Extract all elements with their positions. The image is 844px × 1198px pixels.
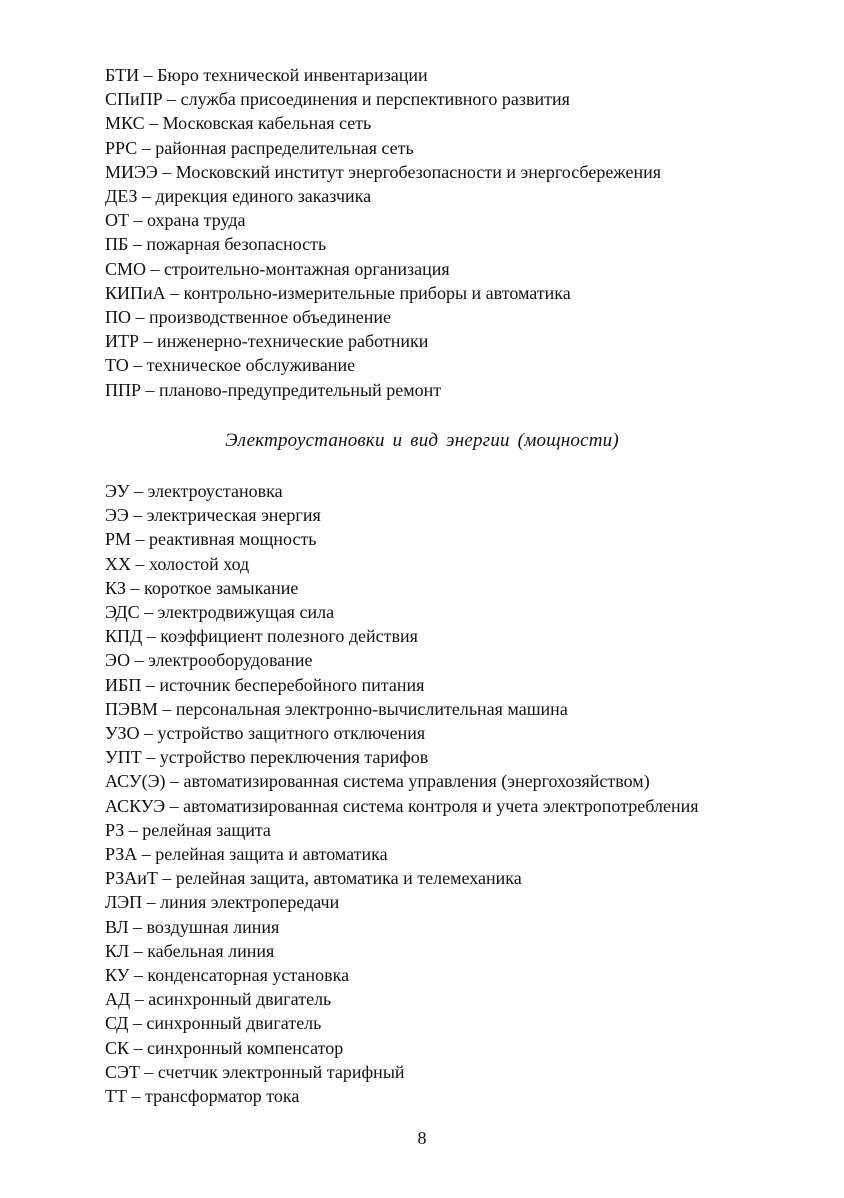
list-item: ППР – планово-предупредительный ремонт [105,379,442,400]
list-item: ЛЭП – линия электропередачи [105,892,340,913]
abbreviation-list-electrical [105,479,699,1108]
list-item: ОТ – охрана труда [105,210,246,231]
list-item: ЭО – электрооборудование [105,650,313,671]
list-item: АСУ(Э) – автоматизированная система управления (энергохозяйством) [105,771,650,792]
list-item: РРС – районная распределительная сеть [105,137,414,158]
list-item: КУ – конденсаторная установка [105,965,350,986]
list-item: КЗ – короткое замыкание [105,577,299,598]
list-item: ЭЭ – электрическая энергия [105,505,321,526]
list-item: РЗА – релейная защита и автоматика [105,844,388,865]
list-item: СК – синхронный компенсатор [105,1037,344,1058]
list-item: ЭДС – электродвижущая сила [105,602,335,623]
list-item: УЗО – устройство защитного отключения [105,723,426,744]
list-item: МИЭЭ – Московский институт энергобезопасности и энергосбережения [105,161,662,182]
list-item: АД – асинхронный двигатель [105,989,332,1010]
list-item: СПиПР – служба присоединения и перспективного развития [105,89,570,110]
list-item: ЭУ – электроустановка [105,481,283,501]
list-item: РЗАиТ – релейная защита, автоматика и телемеханика [105,868,522,889]
list-item: СЭТ – счетчик электронный тарифный [105,1061,405,1082]
list-item: РЗ – релейная защита [105,819,271,840]
list-item: ВЛ – воздушная линия [105,916,280,937]
list-item: СД – синхронный двигатель [105,1013,322,1034]
list-item: ПЭВМ – персональная электронно-вычислительная машина [105,698,568,719]
list-item: РМ – реактивная мощность [105,529,317,550]
list-item: ПО – производственное объединение [105,307,392,328]
list-item: ХХ – холостой ход [105,553,250,574]
abbreviation-list-organizations [105,63,661,402]
list-item: СМО – строительно-монтажная организация [105,258,450,279]
list-item: ИТР – инженерно-технические работники [105,331,429,352]
list-item: ИБП – источник бесперебойного питания [105,674,425,695]
list-item: КПД – коэффициент полезного действия [105,626,418,647]
list-item: БТИ – Бюро технической инвентаризации [105,65,428,85]
list-item: АСКУЭ – автоматизированная система контроля и учета электропотребления [105,795,699,816]
list-item: УПТ – устройство переключения тарифов [105,747,429,768]
list-item: ТО – техническое обслуживание [105,355,356,376]
section-heading: Электроустановки и вид энергии (мощности) [225,430,619,451]
page-number: 8 [417,1128,427,1148]
list-item: ТТ – трансформатор тока [105,1086,300,1107]
list-item: КИПиА – контрольно-измерительные приборы и автоматика [105,282,571,303]
list-item: МКС – Московская кабельная сеть [105,113,372,134]
list-item: ДЕЗ – дирекция единого заказчика [105,186,372,207]
list-item: КЛ – кабельная линия [105,940,275,961]
list-item: ПБ – пожарная безопасность [105,234,327,255]
